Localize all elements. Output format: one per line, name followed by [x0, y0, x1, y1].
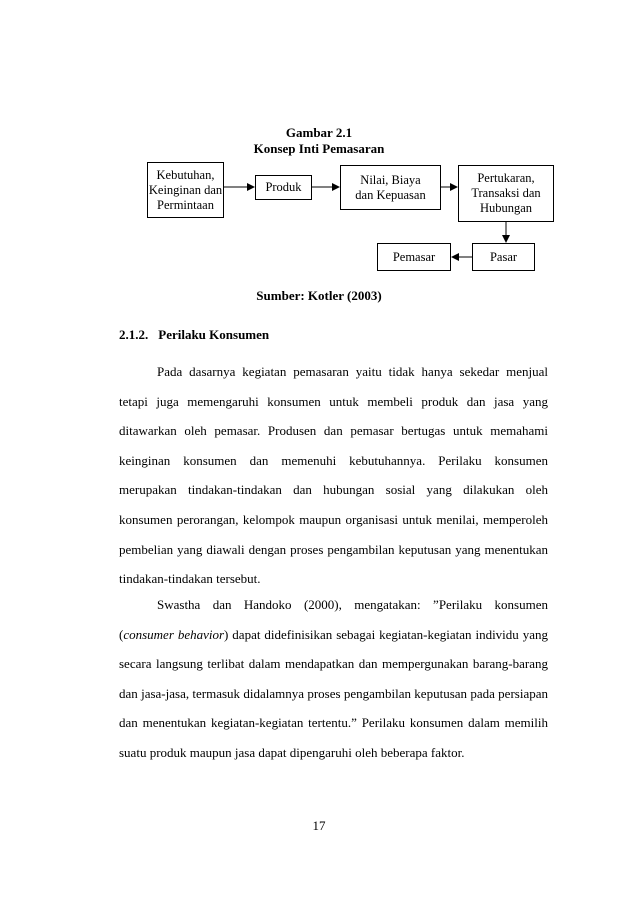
paragraph-2-before: Swastha dan Handoko (2000), mengatakan: ”Perilaku konsumen ( — [119, 597, 548, 642]
paragraph-2 — [119, 590, 548, 768]
paragraph-1-text: Pada dasarnya kegiatan pemasaran yaitu tidak hanya sekedar menjual tetapi juga memengaruhi konsumen untuk membeli produk dan jasa yang ditawarkan oleh pemasar. Produsen dan pemasar bertugas untuk memahami keinginan konsumen dan memenuhi kebutuhannya. Perilaku konsumen merupakan tindakan-tindakan dan hubungan sosial yang dilakukan oleh konsumen perorangan, kelompok maupun organisasi untuk menilai, memperoleh pembelian yang diawali dengan proses pengambilan keputusan yang menentukan tindakan-tindakan tersebut. — [119, 364, 548, 587]
paragraph-2-after: ) dapat didefinisikan sebagai kegiatan-kegiatan individu yang secara langsung terlibat dalam mendapatkan dan mempergunakan barang-barang dan jasa-jasa, termasuk didalamnya proses pengambilan keputusan pada persiapan dan menentukan kegiatan-kegiatan tertentu.” Perilaku konsumen dalam memilih suatu produk maupun jasa dapat dipengaruhi oleh beberapa faktor. — [119, 626, 548, 760]
box-pertukaran-line3: Hubungan — [479, 201, 533, 215]
box-pemasar-label: Pemasar — [392, 249, 436, 264]
box-produk — [255, 175, 312, 200]
box-nilai-line2: dan Kepuasan — [355, 187, 426, 202]
box-nilai-line1: Nilai, Biaya — [360, 172, 421, 187]
box-pasar-label: Pasar — [489, 249, 518, 264]
paragraph-2-italic: consumer behavior — [123, 626, 225, 642]
figure-source: Sumber: Kotler (2003) — [256, 288, 382, 303]
box-pemasar — [377, 243, 451, 271]
page-number: 17 — [312, 818, 326, 833]
figure-title: Gambar 2.1 — [285, 125, 353, 140]
box-kebutuhan-line1: Kebutuhan, — [156, 167, 215, 182]
box-pertukaran-line2: Transaksi dan — [471, 186, 541, 200]
section-number: 2.1.2. — [119, 327, 149, 342]
box-pertukaran — [458, 165, 554, 222]
paragraph-2-text — [119, 590, 548, 768]
box-produk-label: Produk — [265, 180, 302, 194]
box-pertukaran-line1: Pertukaran, — [477, 171, 535, 185]
box-kebutuhan — [147, 162, 224, 218]
section-title: Perilaku Konsumen — [158, 327, 270, 342]
box-nilai — [340, 165, 441, 210]
box-kebutuhan-line2: Keinginan dan — [148, 182, 223, 197]
box-kebutuhan-line3: Permintaan — [157, 197, 214, 212]
paragraph-1 — [119, 357, 548, 594]
section-heading — [119, 327, 269, 343]
figure-subtitle: Konsep Inti Pemasaran — [253, 141, 385, 156]
box-pasar — [472, 243, 535, 271]
